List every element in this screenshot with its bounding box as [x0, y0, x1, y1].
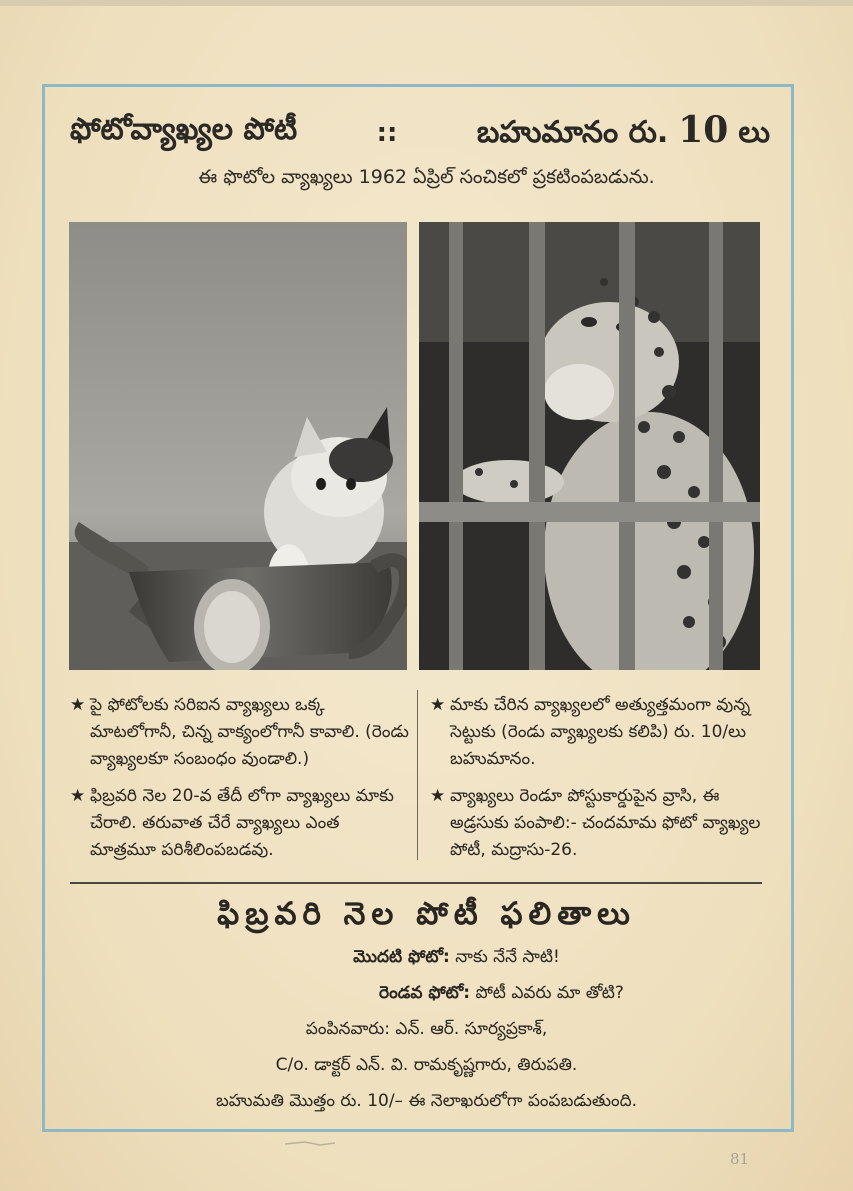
leopard-cage-photo: [419, 222, 760, 670]
winner-sender: పంపినవారు: ఎన్. ఆర్. సూర్యప్రకాశ్,: [305, 1019, 548, 1039]
column-divider: [417, 690, 418, 860]
scan-top-edge: [0, 0, 853, 6]
star-icon: ★: [430, 786, 446, 806]
star-icon: ★: [70, 695, 86, 715]
rule-item: [430, 783, 770, 864]
leopard-cage-image: [419, 222, 760, 670]
rule-item: [430, 692, 770, 773]
prize-info: [477, 109, 770, 157]
prize-note: బహుమతి మొత్తం రు. 10/– ఈ నెలాఖరులోగా పంపబడుతుంది.: [216, 1091, 637, 1111]
rule-text: పై ఫోటోలకు సరిఐన వ్యాఖ్యలు ఒక్క మాటలోగానీ, చిన్న వాక్యంలోగానీ కావాలి. (రెండు వ్యాఖ్యలకూ సంబంధం వుండాలి.): [90, 695, 409, 769]
rule-text: వ్యాఖ్యలు రెండూ పోస్టుకార్డుపైన వ్రాసి, ఈ అడ్రసుకు పంపాలి:- చందమామ ఫోటో వ్యాఖ్యల పోటీ, మద్రాసు-26.: [450, 786, 761, 860]
rule-text: ఫిబ్రవరి నెల 20-వ తేదీ లోగా వ్యాఖ్యలు మాకు చేరాలి. తరువాత చేరే వ్యాఖ్యలు ఎంత మాత్రమూ పరిశీలింపబడవు.: [90, 786, 394, 860]
page-number: 81: [730, 1150, 750, 1168]
second-photo-caption: పోటీ ఎవరు మా తోటి?: [475, 983, 624, 1003]
header-separator: ::: [376, 118, 398, 148]
star-icon: ★: [70, 786, 86, 806]
rules-left-column: [70, 692, 410, 874]
prize-label: బహుమానం రు.: [476, 115, 669, 150]
section-divider: [70, 882, 762, 884]
kitten-teapot-image: [69, 222, 407, 670]
announcement-subtitle: ఈ ఫొటోల వ్యాఖ్యలు 1962 ఏప్రిల్ సంచికలో ప్రకటింపబడును.: [198, 166, 655, 188]
rule-item: [70, 783, 410, 864]
rule-text: మాకు చేరిన వ్యాఖ్యలలో అత్యుత్తమంగా వున్న సెట్టుకు (రెండు వ్యాఖ్యలకు కలిపి) రు. 10/లు బహుమానం.: [450, 695, 751, 769]
rules-right-column: [430, 692, 770, 874]
prize-amount: 10: [678, 109, 729, 151]
scan-smudge: [285, 1140, 335, 1146]
rule-item: [70, 692, 410, 773]
first-photo-caption: నాకు నేనే సాటి!: [455, 947, 560, 967]
contest-title: ఫోటోవ్యాఖ్యల పోటీ: [70, 112, 298, 147]
winner-address: C/o. డాక్టర్ ఎన్. వి. రామకృష్ణగారు, తిరుపతి.: [275, 1055, 578, 1075]
kitten-teapot-photo: [69, 222, 407, 670]
first-photo-result: [0, 939, 853, 975]
prize-suffix: లు: [738, 115, 770, 150]
contest-header: [70, 108, 770, 158]
star-icon: ★: [430, 695, 446, 715]
second-photo-label: రెండవ ఫోటో:: [379, 983, 471, 1003]
first-photo-label: మొదటి ఫోటో:: [353, 947, 450, 967]
results-heading: ఫిబ్రవరి నెల పోటీ ఫలితాలు: [217, 896, 636, 932]
results-section: [0, 888, 853, 1119]
second-photo-result: [0, 975, 853, 1011]
